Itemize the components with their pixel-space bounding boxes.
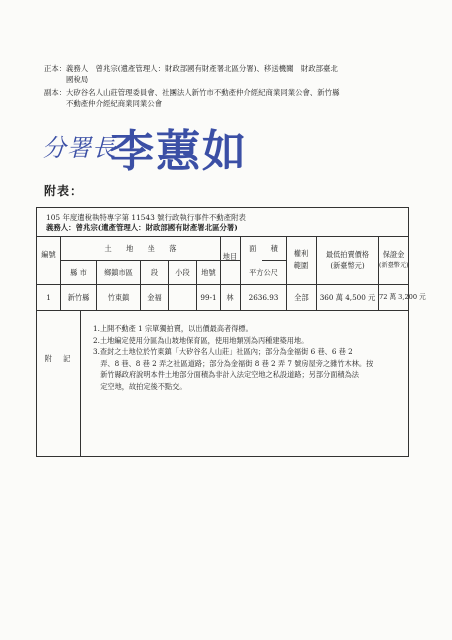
row-area: 2636.93 xyxy=(248,293,279,302)
table-line xyxy=(36,310,408,311)
note-item: 新竹縣政府說明本件土地部分面積為非計入法定空地之私設道路；另部分面積為法 xyxy=(93,370,359,379)
table-line xyxy=(262,260,286,261)
note-item: 定空地，故拍定後不點交。 xyxy=(93,381,187,391)
table-line xyxy=(60,260,240,261)
secondary-copy xyxy=(44,87,414,109)
row-county: 新竹縣 xyxy=(67,293,90,302)
header-deposit-unit: (新臺幣元) xyxy=(379,262,409,269)
row-lot: 99-1 xyxy=(200,293,217,302)
header-subsection: 小段 xyxy=(175,268,190,277)
header-no: 編號 xyxy=(41,250,56,259)
row-scope: 全部 xyxy=(294,293,309,302)
primary-copy xyxy=(44,63,414,85)
notes-list xyxy=(93,323,393,392)
header-area-unit: 平方公尺 xyxy=(249,268,278,277)
header-county: 縣 市 xyxy=(70,268,87,277)
row-deposit: 72 萬 3,200 元 xyxy=(379,293,426,301)
note-item: 1.上開不動產 1 宗單獨拍賣，以出價最高者得標。 xyxy=(93,324,253,333)
notes-label: 附 記 xyxy=(44,354,73,363)
note-item: 弄、8 巷、8 巷 2 弄之社區道路；部分為金福街 8 巷 2 弄 7 號房屋旁之雜竹木林。按 xyxy=(93,358,374,368)
table-line xyxy=(80,310,81,456)
primary-copy-recipients: 義務人 曾兆宗(遺產管理人：財政部國有財產署北區分署)、移送機關 財政部臺北 xyxy=(66,64,338,73)
header-lot: 地號 xyxy=(201,268,216,277)
row-no: 1 xyxy=(46,293,51,302)
row-category: 林 xyxy=(226,293,234,302)
primary-copy-label: 正本： xyxy=(44,64,67,73)
row-town: 竹東鎮 xyxy=(107,293,130,302)
header-section: 段 xyxy=(150,268,159,277)
secondary-copy-recipients: 大矽谷名人山莊管理委員會、社團法人新竹市不動產仲介經紀商業同業公會、新竹縣 xyxy=(66,88,340,97)
header-land-location: 土 地 坐 落 xyxy=(104,244,177,253)
seal-title: 分署長 xyxy=(42,134,117,162)
header-right-scope: 權利範圍 xyxy=(293,249,309,270)
secondary-copy-label: 副本： xyxy=(44,88,67,97)
header-min-price: 最低拍賣價格 xyxy=(325,250,370,259)
row-min-price: 360 萬 4,500 元 xyxy=(319,293,376,302)
row-section: 金福 xyxy=(147,293,162,302)
note-item: 2.土地編定使用分區為山坡地保育區，使用地類別為丙種建築用地。 xyxy=(93,335,309,345)
table-obligor: 義務人：曾兆宗(遺產管理人：財政部國有財產署北區分署) xyxy=(46,223,238,232)
header-town: 鄉鎮市區 xyxy=(104,268,133,277)
primary-copy-recipients-cont: 國稅局 xyxy=(66,75,89,84)
table-line xyxy=(36,236,408,237)
table-caption: 105 年度遺稅執特專字第 11543 號行政執行事件不動產附表 xyxy=(46,213,246,222)
annex-title: 附表： xyxy=(44,184,84,198)
secondary-copy-recipients-cont: 不動產仲介經紀商業同業公會 xyxy=(66,99,163,108)
note-item: 3.查封之土地位於竹東鎮「大矽谷名人山莊」社區內；部分為金福街 6 巷、6 巷 2 xyxy=(93,347,353,356)
header-min-price-unit: (新臺幣元) xyxy=(330,261,365,270)
header-deposit: 保證金 xyxy=(382,250,405,259)
table-line xyxy=(36,284,408,285)
header-category: 地目 xyxy=(222,252,238,261)
seal-signature: 李蕙如 xyxy=(110,126,248,177)
header-area: 面 積 xyxy=(249,244,278,253)
